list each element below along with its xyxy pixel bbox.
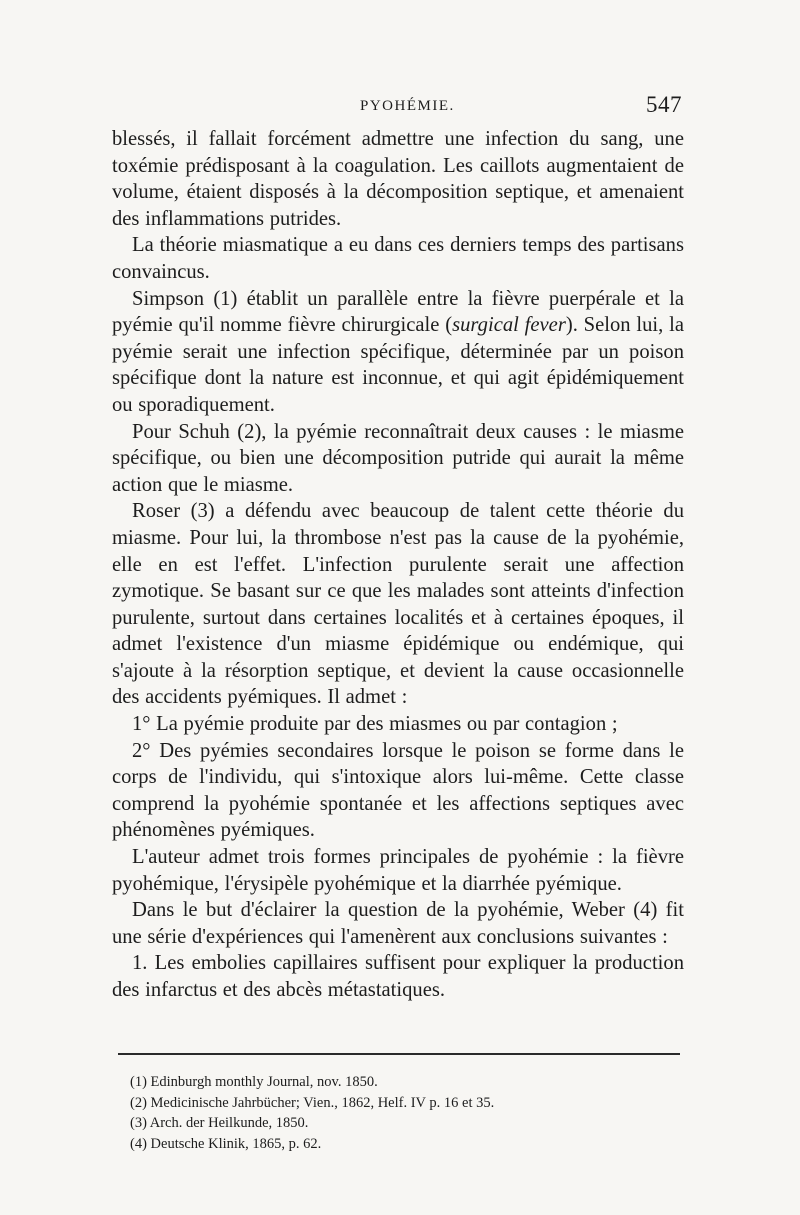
paragraph: Dans le but d'éclairer la question de la pyohémie, Weber (4) fit une série d'expériences qui l'amenèrent aux conclusions suivantes : (112, 899, 684, 948)
paragraph: 2° Des pyémies secondaires lorsque le poison se forme dans le corps de l'individu, qui s'intoxique alors lui-même. Cette classe comprend la pyohémie spontanée et les affections septiques avec phénomènes pyémiques. (112, 739, 684, 842)
paragraph: 1° La pyémie produite par des miasmes ou par contagion ; (132, 713, 618, 736)
footnotes (130, 1072, 690, 1154)
footnote: (1) Edinburgh monthly Journal, nov. 1850. (130, 1074, 378, 1090)
footnote-rule (118, 1053, 680, 1055)
footnote: (2) Medicinische Jahrbücher; Vien., 1862, Helf. IV p. 16 et 35. (130, 1094, 495, 1111)
paragraph: Pour Schuh (2), la pyémie reconnaîtrait deux causes : le miasme spécifique, ou bien une décomposition putride qui aurait la même action que le miasme. (112, 420, 684, 496)
paragraph: Roser (3) a défendu avec beaucoup de talent cette théorie du miasme. Pour lui, la thrombose n'est pas la cause de la pyohémie, elle en est l'effet. L'infection purulente serait une affection zymotique. Se basant sur ce que les malades sont atteints d'infection purulente, surtout dans certaines localités et à certaines époques, il admet l'existence d'un miasme épidémique ou endémique, qui s'ajoute à la résorption septique, et devient la cause occasionnelle des accidents pyémiques. Il admet : (112, 500, 684, 709)
footnote: (4) Deutsche Klinik, 1865, p. 62. (130, 1135, 322, 1152)
running-header (112, 92, 682, 122)
paragraph: La théorie miasmatique a eu dans ces derniers temps des partisans convaincus. (112, 234, 684, 283)
footnote: (3) Arch. der Heilkunde, 1850. (130, 1115, 309, 1131)
body-text (112, 126, 684, 1004)
paragraph: Simpson (1) établit un parallèle entre la fièvre puerpérale et la pyémie qu'il nomme fièvre chirurgicale (surgical fever). Selon lui, la pyémie serait une infection spécifique, déterminée par un poison spécifique dont la nature est inconnue, et qui agit épidémiquement ou sporadiquement. (112, 287, 684, 416)
page-number: 547 (646, 92, 682, 117)
paragraph: L'auteur admet trois formes principales de pyohémie : la fièvre pyohémique, l'érysipèle pyohémique et la diarrhée pyémique. (112, 846, 684, 895)
paragraph: 1. Les embolies capillaires suffisent pour expliquer la production des infarctus et des abcès métastatiques. (112, 952, 684, 1001)
paragraph: blessés, il fallait forcément admettre une infection du sang, une toxémie prédisposant à la coagulation. Les caillots augmentaient de volume, étaient disposés à la décomposition septique, et amenaient des inflammations putrides. (112, 128, 684, 230)
running-title: PYOHÉMIE. (360, 98, 455, 114)
